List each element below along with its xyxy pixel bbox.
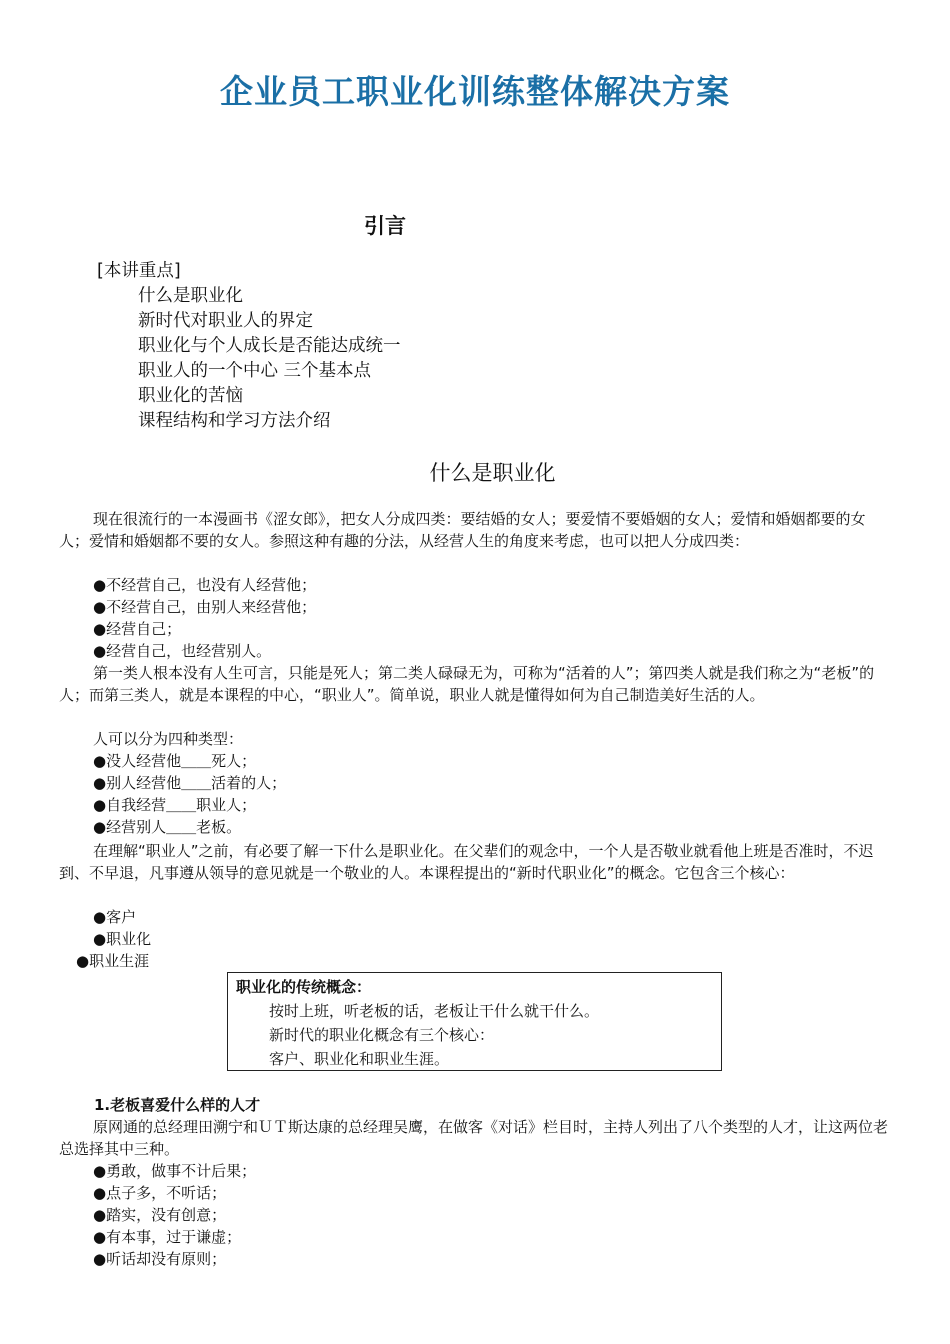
focus-item: 职业人的一个中心 三个基本点 [138,361,372,381]
concept-box-line: 按时上班，听老板的话，老板让干什么就干什么。 [269,1002,600,1020]
paragraph: 原网通的总经理田溯宁和ＵＴ斯达康的总经理吴鹰，在做客《对话》栏目时，主持人列出了八个类型的人才，让这两位老总选择其中三种。 [59,1118,889,1158]
list-item: ●职业生涯 [76,952,150,970]
list-item: ●有本事，过于谦虚； [93,1228,242,1246]
focus-item: 课程结构和学习方法介绍 [138,411,331,431]
list-item: ●勇敢，做事不计后果； [93,1162,257,1180]
focus-item: 新时代对职业人的界定 [138,311,313,331]
concept-box-title: 职业化的传统概念： [236,978,372,996]
list-item: ●经营别人＿＿老板。 [93,818,242,836]
list-item: ●没人经营他＿＿死人； [93,752,257,770]
list-item: ●别人经营他＿＿活着的人； [93,774,287,792]
concept-box [227,972,722,1071]
concept-box-line: 客户、职业化和职业生涯。 [269,1050,450,1068]
list-item: ●经营自己，也经营别人。 [93,642,272,660]
focus-item: 什么是职业化 [138,286,243,306]
list-item: ●点子多，不听话； [93,1184,227,1202]
focus-item: 职业化与个人成长是否能达成统一 [138,336,401,356]
document-title: 企业员工职业化训练整体解决方案 [220,72,730,111]
focus-item: 职业化的苦恼 [138,386,243,406]
list-item: ●听话却没有原则； [93,1250,227,1268]
subsection-heading: 1.老板喜爱什么样的人才 [94,1096,261,1114]
focus-label: [本讲重点] [97,261,181,281]
list-item: ●客户 [93,908,137,926]
paragraph: 人可以分为四种类型： [93,730,244,748]
intro-heading: 引言 [364,214,406,238]
list-item: ●经营自己； [93,620,182,638]
section-heading: 什么是职业化 [429,461,556,485]
list-item: ●踏实，没有创意； [93,1206,227,1224]
concept-box-line: 新时代的职业化概念有三个核心： [269,1026,495,1044]
paragraph: 现在很流行的一本漫画书《涩女郎》，把女人分成四类：要结婚的女人；要爱情不要婚姻的女人；爱情和婚姻都要的女人；爱情和婚姻都不要的女人。参照这种有趣的分法，从经营人生的角度来考虑，也可以把人分成四类： [59,510,866,550]
list-item: ●自我经营＿＿职业人； [93,796,257,814]
paragraph: 在理解“职业人”之前，有必要了解一下什么是职业化。在父辈们的观念中，一个人是否敬业就看他上班是否准时，不迟到、不早退，凡事遵从领导的意见就是一个敬业的人。本课程提出的“新时代职业化”的概念。它包含三个核心： [59,842,874,882]
list-item: ●职业化 [93,930,152,948]
list-item: ●不经营自己，也没有人经营他； [93,576,317,594]
paragraph: 第一类人根本没有人生可言，只能是死人；第二类人碌碌无为，可称为“活着的人”；第四类人就是我们称之为“老板”的人；而第三类人，就是本课程的中心，“职业人”。简单说，职业人就是懂得如何为自己制造美好生活的人。 [59,664,875,704]
list-item: ●不经营自己，由别人来经营他； [93,598,317,616]
